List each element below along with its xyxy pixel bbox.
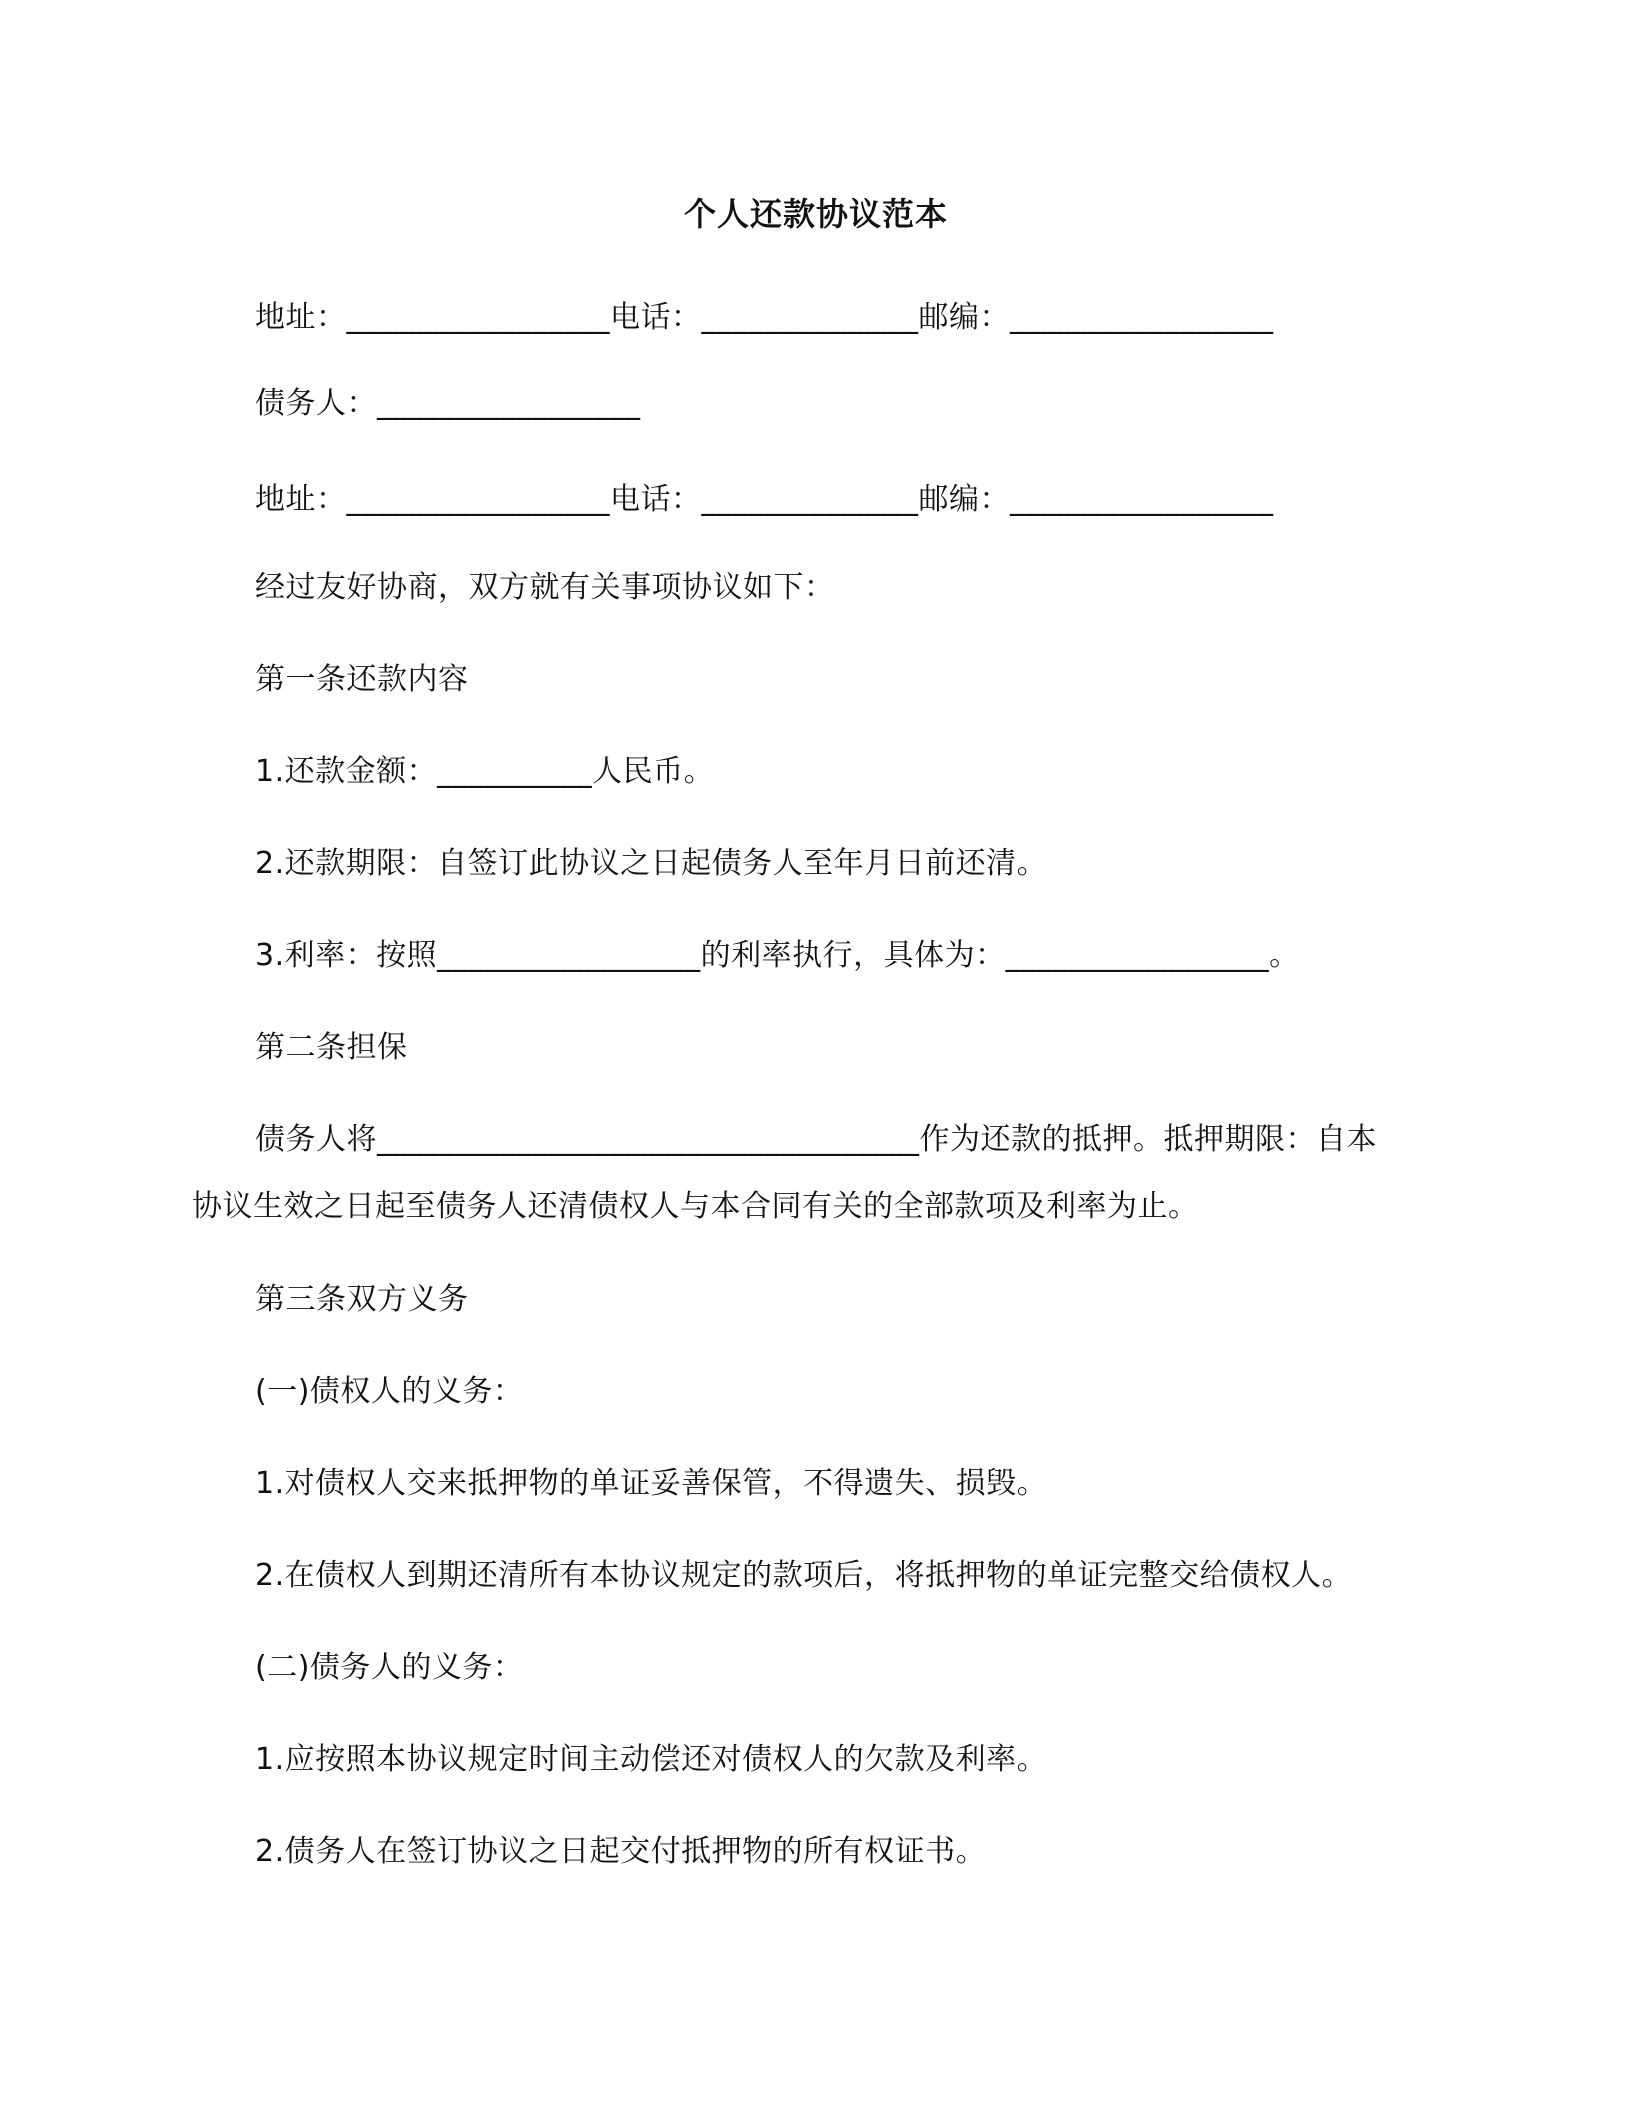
article-2-heading: 第二条担保: [255, 1030, 408, 1065]
interest-rate-line: 3.利率：按照_________________的利率执行，具体为：_________________。: [255, 938, 1300, 973]
article-1-heading: 第一条还款内容: [255, 662, 469, 697]
creditor-obligations-heading: (一)债权人的义务：: [255, 1374, 524, 1409]
creditor-obligation-1: 1.对债权人交来抵押物的单证妥善保管，不得遗失、损毁。: [255, 1466, 1048, 1501]
debtor-obligations-heading: (二)债务人的义务：: [255, 1650, 524, 1685]
debtor-obligation-1: 1.应按照本协议规定时间主动偿还对债权人的欠款及利率。: [255, 1742, 1048, 1777]
repayment-term-line: 2.还款期限：自签订此协议之日起债务人至年月日前还清。: [255, 846, 1048, 881]
debtor-address-line: 地址：_________________电话：______________邮编：_________________: [255, 482, 1274, 517]
article-3-heading: 第三条双方义务: [255, 1282, 469, 1317]
document-title: 个人还款协议范本: [683, 195, 948, 233]
debtor-line: 债务人：_________________: [255, 386, 641, 421]
creditor-address-line: 地址：_________________电话：______________邮编：_________________: [255, 300, 1274, 335]
preamble-line: 经过友好协商，双方就有关事项协议如下：: [255, 570, 835, 605]
guarantee-paragraph-line-1: 债务人将___________________________________作为还款的抵押。抵押期限：自本: [255, 1122, 1377, 1157]
repayment-amount-line: 1.还款金额：__________人民币。: [255, 754, 715, 789]
guarantee-paragraph-line-2: 协议生效之日起至债务人还清债权人与本合同有关的全部款项及利率为止。: [192, 1189, 1199, 1224]
debtor-obligation-2: 2.债务人在签订协议之日起交付抵押物的所有权证书。: [255, 1834, 987, 1869]
creditor-obligation-2: 2.在债权人到期还清所有本协议规定的款项后，将抵押物的单证完整交给债权人。: [255, 1558, 1353, 1593]
